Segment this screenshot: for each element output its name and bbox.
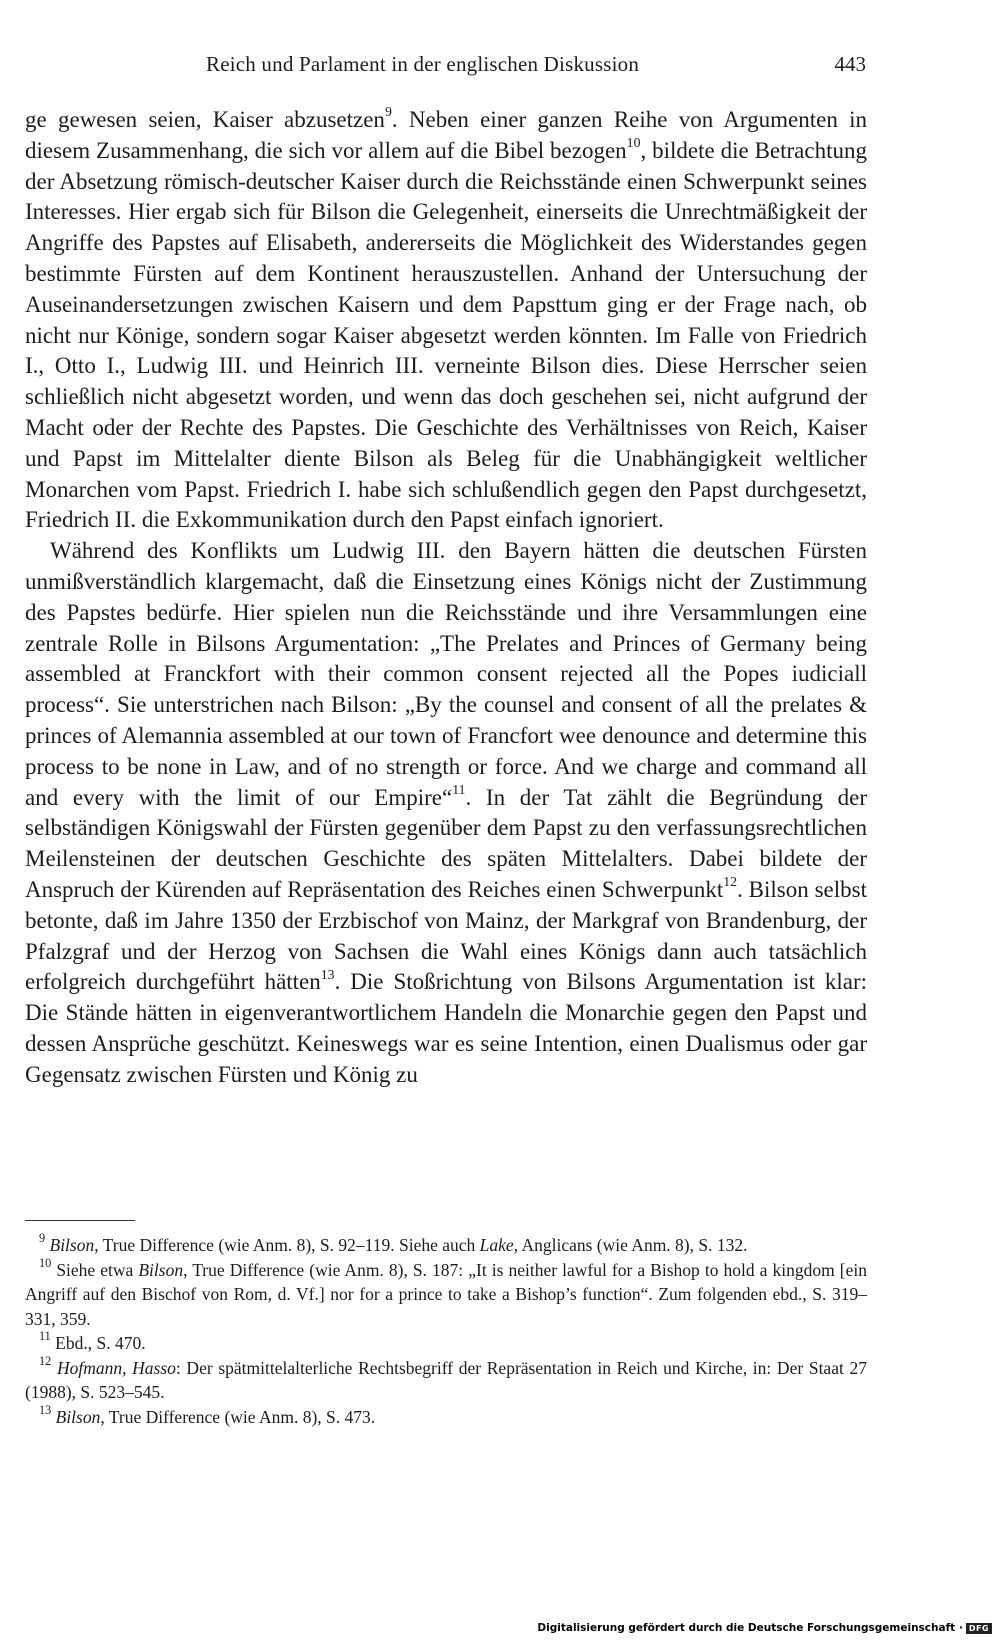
text-run: . In der Tat zählt die Begründung der selbständigen Königswahl der Fürsten gegenüber dem Papst zu den verfassungsrechtlichen Meilensteinen der deutschen Geschichte des späten Mittelalters. Dabei bildete der Anspruch der Kürenden auf Repräsentation des Reiches einen Schwerpunkt — [25, 784, 867, 902]
footnote-text: , True Difference (wie Anm. 8), S. 92–119. Siehe auch — [94, 1235, 480, 1255]
footnote-ref-13[interactable]: 13 — [320, 966, 335, 982]
footnote-author: Bilson — [138, 1259, 184, 1280]
main-text — [25, 105, 867, 1091]
footnote-number: 10 — [39, 1255, 52, 1270]
footnote-13 — [25, 1402, 867, 1430]
paragraph-1 — [25, 105, 867, 536]
funding-text: Digitalisierung gefördert durch die Deutsche Forschungsgemeinschaft · — [537, 1622, 963, 1634]
footnote-ref-12[interactable]: 12 — [723, 874, 738, 890]
text-run: , bildete die Betrachtung der Absetzung römisch-deutscher Kaiser durch die Reichsstände einen Schwerpunkt seines Interesses. Hier ergab sich für Bilson die Gelegenheit, einerseits die Unrechtmäßigkeit der Angriffe des Papstes auf Elisabeth, andererseits die Möglichkeit des Widerstandes gegen bestimmte Fürsten auf dem Kontinent herauszustellen. Anhand der Untersuchung der Auseinandersetzungen zwischen Kaisern und dem Papsttum ging er der Frage nach, ob nicht nur Könige, sondern sogar Kaiser abgesetzt werden könnten. Im Falle von Friedrich I., Otto I., Ludwig III. und Heinrich III. verneinte Bilson dies. Diese Herrscher seien schließlich nicht abgesetzt worden, und wenn das doch geschehen sei, nicht aufgrund der Macht oder der Rechte des Papstes. Die Geschichte des Verhältnisses von Reich, Kaiser und Papst im Mittelalter diente Bilson als Beleg für die Unabhängigkeit weltlicher Monarchen vom Papst. Friedrich I. habe sich schlußendlich gegen den Papst durchgesetzt, Friedrich II. die Exkommunikation durch den Papst einfach ignoriert. — [25, 137, 867, 533]
footnote-ref-9[interactable]: 9 — [384, 104, 392, 120]
footnote-author: Hofmann, Hasso — [56, 1357, 176, 1378]
running-title: Reich und Parlament in der englischen Diskussion — [206, 52, 640, 76]
text-run: Während des Konflikts um Ludwig III. den Bayern hätten die deutschen Fürsten unmißverständlich klargemacht, daß die Einsetzung eines Königs nicht der Zustimmung des Papstes bedürfe. Hier spielen nun die Reichsstände und ihre Versammlungen eine zentrale Rolle in Bilsons Argumentation: „The Prelates and Princes of Germany being assembled at Franckfort with their common consent rejected all the Popes iudiciall process“. Sie unterstrichen nach Bilson: „By the counsel and consent of all the prelates & princes of Alemannia assembled at our town of Francfort wee denounce and determine this process to be none in Law, and of no strength or force. And we charge and command all and every with the limit of our Empire“ — [25, 538, 867, 810]
footnote-author: Bilson — [55, 1406, 101, 1427]
footnote-number: 13 — [39, 1402, 52, 1417]
footnote-author: Bilson — [49, 1235, 95, 1255]
footnote-text: : Der spätmittelalterliche Rechtsbegriff der Repräsentation in Reich und Kirche, in: Der Staat 27 (1988), S. 523–545. — [25, 1357, 868, 1402]
funding-note — [537, 1622, 992, 1634]
text-run: . Die Stoßrichtung von Bilsons Argumentation ist klar: Die Stände hätten in eigenverantwortlichem Handeln die Monarchie gegen den Papst und dessen Ansprüche geschützt. Keineswegs war es seine Intention, einen Dualismus oder gar Gegensatz zwischen Fürsten und König zu — [25, 969, 867, 1087]
footnotes — [25, 1233, 867, 1429]
paragraph-2 — [25, 536, 867, 1090]
footnote-author: Lake — [479, 1235, 514, 1255]
footnote-ref-10[interactable]: 10 — [626, 135, 641, 151]
footnote-12 — [25, 1353, 868, 1405]
footnote-11 — [25, 1331, 867, 1356]
dfg-logo: DFG — [966, 1623, 992, 1634]
footnote-text: , True Difference (wie Anm. 8), S. 187: „It is neither lawful for a Bishop to hold a kingdom [ein Angriff auf den Bischof von Rom, d. Vf.] nor for a prince to take a Bishop’s function“. Zum folgenden ebd., S. 319–331, 359. — [25, 1259, 867, 1329]
footnote-number: 11 — [39, 1329, 51, 1344]
footnote-text: , Anglicans (wie Anm. 8), S. 132. — [513, 1235, 748, 1255]
footnote-text: , True Difference (wie Anm. 8), S. 473. — [100, 1406, 376, 1427]
footnote-text: Siehe etwa — [56, 1259, 139, 1280]
text-run: . Bilson selbst betonte, daß im Jahre 1350 der Erzbischof von Mainz, der Markgraf von Brandenburg, der Pfalzgraf und der Herzog von Sachsen die Wahl eines Königs dann auch tatsächlich erfolgreich durchgeführt hätten — [25, 876, 867, 995]
footnote-10 — [25, 1255, 867, 1332]
footnote-number: 12 — [39, 1353, 52, 1368]
text-run: ge gewesen seien, Kaiser abzusetzen — [25, 107, 385, 132]
footnote-9 — [25, 1233, 867, 1258]
text-run: . Neben einer ganzen Reihe von Argumenten in diesem Zusammenhang, die sich vor allem auf die Bibel bezogen — [25, 107, 867, 163]
footnote-ref-11[interactable]: 11 — [452, 781, 466, 797]
footnote-divider — [25, 1220, 135, 1221]
footnote-text: Ebd., S. 470. — [55, 1333, 146, 1353]
footnote-number: 9 — [39, 1231, 46, 1246]
page-number: 443 — [834, 52, 866, 76]
